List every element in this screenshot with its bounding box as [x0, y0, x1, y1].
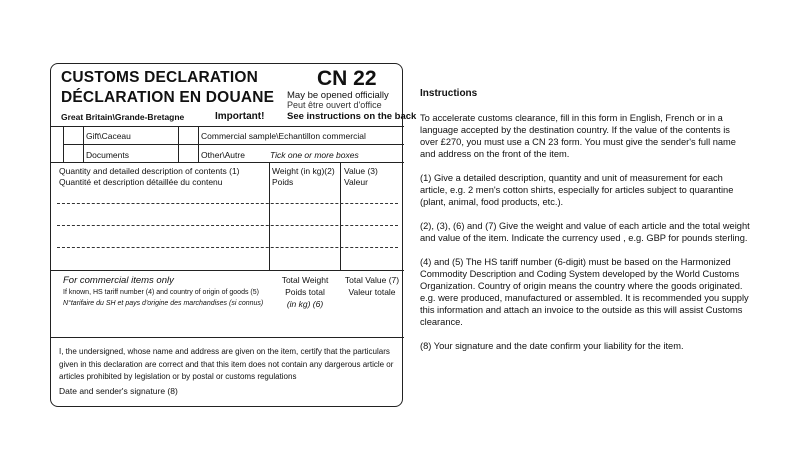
opened-officially-fr: Peut être ouvert d'office	[287, 100, 382, 110]
commercial-items-label: For commercial items only	[63, 275, 174, 286]
instructions-paragraph: To accelerate customs clearance, fill in this form in English, French or in a language accepted by the destination country. If the value of the contents is over £270, you must use a CN 23 form. You must give the sender's full name and address on the front of the item.	[420, 113, 736, 159]
tariff-note-en: If known, HS tariff number (4) and country of origin of goods (5)	[63, 289, 259, 296]
entry-row-2[interactable]	[57, 225, 398, 226]
entry-row-1[interactable]	[57, 203, 398, 204]
divider	[51, 337, 404, 338]
instructions-paragraph: (2), (3), (6) and (7) Give the weight and value of each article and the total weight and value of the item. Indicate the currency used , e.g. GBP for pounds sterling.	[420, 221, 750, 243]
weight-header-fr: Poids	[272, 177, 294, 187]
signature-label: Date and sender's signature (8)	[59, 386, 178, 396]
instructions-paragraph: (8) Your signature and the date confirm your liability for the item.	[420, 341, 684, 351]
cn22-form	[50, 63, 417, 407]
divider	[198, 144, 404, 145]
declaration-text: I, the undersigned, whose name and address are given on the item, certify that the particulars given in this declaration are correct and that this item does not contain any dargerous article or articles prohibited by legislation or by postal or customs regulations	[59, 347, 394, 381]
documents-checkbox[interactable]	[64, 145, 82, 161]
contents-header-en: Quantity and detailed description of contents (1)	[59, 166, 240, 176]
gift-checkbox[interactable]	[64, 127, 82, 143]
opened-officially-en: May be opened officially	[287, 90, 389, 101]
instructions-panel	[420, 88, 750, 364]
weight-header: Weight (in kg)(2)	[272, 166, 335, 176]
see-instructions: See instructions on the back	[287, 111, 417, 122]
documents-label: Documents	[86, 150, 129, 160]
divider	[269, 162, 270, 270]
total-value-label: Total Value (7)	[344, 275, 400, 285]
tick-hint: Tick one or more boxes	[270, 150, 359, 160]
tariff-note-fr: N°tarifaire du SH et pays d'origine des marchandises (si connus)	[63, 300, 264, 307]
gift-label: Gift\Caceau	[86, 131, 131, 141]
commercial-sample-checkbox[interactable]	[179, 127, 197, 143]
total-weight-label: Total Weight	[281, 275, 329, 285]
title-english: CUSTOMS DECLARATION	[61, 69, 258, 86]
contents-header-fr: Quantité et description détaillée du contenu	[59, 177, 223, 187]
other-label: Other\Autre	[201, 150, 245, 160]
divider	[83, 144, 178, 145]
entry-row-3[interactable]	[57, 247, 398, 248]
instructions-heading: Instructions	[420, 88, 478, 99]
divider	[51, 270, 404, 271]
important-label: Important!	[215, 111, 265, 122]
instructions-paragraph: (1) Give a detailed description, quantity and unit of measurement for each article, e.g. 2 men's cotton shirts, especially for articles subject to quarantine (plant, animal, food products, etc.).	[420, 173, 734, 207]
signature-field[interactable]	[211, 382, 396, 400]
total-weight-fr: Poids total	[285, 287, 325, 297]
value-header-fr: Valeur	[344, 177, 368, 187]
total-weight-unit: (in kg) (6)	[286, 299, 324, 309]
form-code: CN 22	[317, 67, 377, 90]
title-french: DÉCLARATION EN DOUANE	[61, 89, 275, 106]
commercial-sample-label: Commercial sample\Echantillon commercial	[201, 131, 366, 141]
value-header: Value (3)	[344, 166, 378, 176]
total-value-fr: Valeur totale	[348, 287, 396, 297]
divider	[340, 162, 341, 270]
origin-country: Great Britain\Grande-Bretagne	[61, 112, 185, 122]
divider	[51, 162, 404, 163]
divider	[51, 126, 404, 127]
total-weight-field[interactable]	[272, 314, 338, 334]
instructions-paragraph: (4) and (5) The HS tariff number (6-digit) must be based on the Harmonized Commodity Description and Coding System developed by the World Customs Organization. Country of origin means the country where the goods originated. e.g. were produced, manufactured or assembled. It is recommended you supply this information and attach an invoice to the outside as this will assist Customs clearance.	[420, 257, 749, 327]
total-value-field[interactable]	[342, 314, 402, 334]
other-checkbox[interactable]	[179, 145, 197, 161]
